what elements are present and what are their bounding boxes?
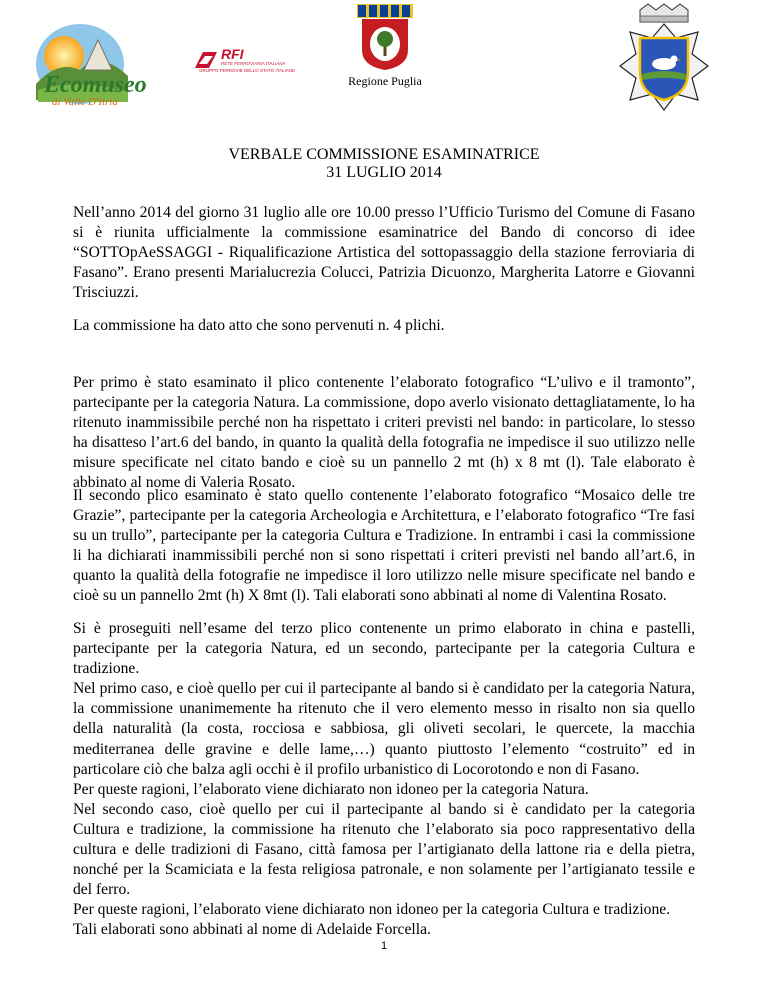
document-title: VERBALE COMMISSIONE ESAMINATRICE [228,146,540,163]
paragraph-line: Nel primo caso, e cioè quello per cui il partecipante al bando si è candidato per la categoria Natura, la commissione unanimemente ha ritenuto che il vero elemento messo in risalto non sia quello della naturalità (la costa, rocciosa e sabbiosa, gli oliveti secolari, le quercete, la macchia mediterranea delle gravine e delle lame,…) quanto piuttosto l’elemento “costruito” ed in particolare ciò che balza agli occhi è il profilo urbanistico di Locorotondo e non di Fasano. [73,680,695,778]
ecomuseo-logo [28,20,147,108]
regione-label: Regione Puglia [348,74,422,88]
ecomuseo-text-line2: di Valle D'Itria [52,96,118,108]
paragraph-3 [73,373,695,494]
paragraph-line: Per queste ragioni, l’elaborato viene dichiarato non idoneo per la categoria Cultura e tradizione. [73,901,671,919]
regione-puglia-coat-of-arms [336,2,434,72]
rfi-line1: RETE FERROVIARIA ITALIANA [221,61,286,66]
paragraph-line: Per queste ragioni, l’elaborato viene dichiarato non idoneo per la categoria Natura. [73,780,589,798]
paragraph-2 [73,316,695,336]
document-date: 31 LUGLIO 2014 [326,164,442,181]
fasano-coat-of-arms [618,2,710,120]
fasano-crest-icon [618,2,710,120]
paragraph-text: Nell’anno 2014 del giorno 31 luglio alle ore 10.00 presso l’Ufficio Turismo del Comune di Fasano si è riunita ufficialmente la commissione esaminatrice del Bando di concorso di idee “SOTTOpAeSSAGGI - Riqualificazione Artistica del sottopassaggio della stazione ferroviaria di Fasano”. Erano presenti Marialucrezia Colucci, Patrizia Dicuonzo, Margherita Latorre e Giovanni Trisciuzzi. [73,204,695,302]
paragraph-text: Il secondo plico esaminato è stato quello contenente l’elaborato fotografico “Mosaico delle tre Grazie”, partecipante per la categoria Archeologia e Architettura, e l’elaborato fotografico “Tre fasi su un trullo”, partecipante per la categoria Cultura e Tradizione. In entrambi i casi la commissione li ha dichiarati inammissibili perché non si sono rispettati i criteri previsti nel bando all’art.6, in quanto la qualità della fotografie ne impedisce il loro utilizzo nelle misure specificate nel bando e cioè su un pannello 2mt (h) X 8mt (l). Tali elaborati sono abbinati al nome di Valentina Rosato. [73,487,695,605]
rfi-logo [193,44,305,76]
paragraph-5 [73,619,695,941]
paragraph-text: La commissione ha dato atto che sono pervenuti n. 4 plichi. [73,317,445,334]
ecomuseo-text-line1: Ecomuseo [44,72,147,98]
rfi-mark: RFI [221,46,244,62]
paragraph-1 [73,203,695,303]
paragraph-4 [73,486,695,607]
paragraph-line: Nel secondo caso, cioè quello per cui il partecipante al bando si è candidato per la categoria Cultura e tradizione, la commissione ha ritenuto che l’elaborato sia poco rappresentativo della cultura e delle tradizioni di Fasano, città famosa per l’artigianato della lattone ria e della pietra, nonché per la Scamiciata e la festa religiosa patronale, e non solamente per l’artigianato tessile e del ferro. [73,800,695,899]
page-number: 1 [380,940,388,952]
rfi-line2: GRUPPO FERROVIE DELLO STATO ITALIANE [199,68,296,73]
regione-puglia-logo [336,2,434,92]
paragraph-line: Si è proseguiti nell’esame del terzo plico contenente un primo elaborato in china e pastelli, partecipante per la categoria Natura, ed un secondo, partecipante per la categoria Cultura e tradizione. [73,620,695,678]
paragraph-text: Per primo è stato esaminato il plico contenente l’elaborato fotografico “L’ulivo e il tramonto”, partecipante per la categoria Natura. La commissione, dopo averlo visionato dettagliatamente, lo ha ritenuto inammissibile perché non ha rispettato i criteri previsti nel bando: in particolare, lo stesso ha disatteso l’art.6 del bando, in quanto la qualità della fotografia ne impedisce il suo utilizzo nelle misure specificate nel citato bando e cioè su un pannello 2 mt (h) x 8 mt (l). Tale elaborato è abbinato al nome di Valeria Rosato. [73,374,695,492]
paragraph-line: Tali elaborati sono abbinati al nome di Adelaide Forcella. [73,921,431,939]
